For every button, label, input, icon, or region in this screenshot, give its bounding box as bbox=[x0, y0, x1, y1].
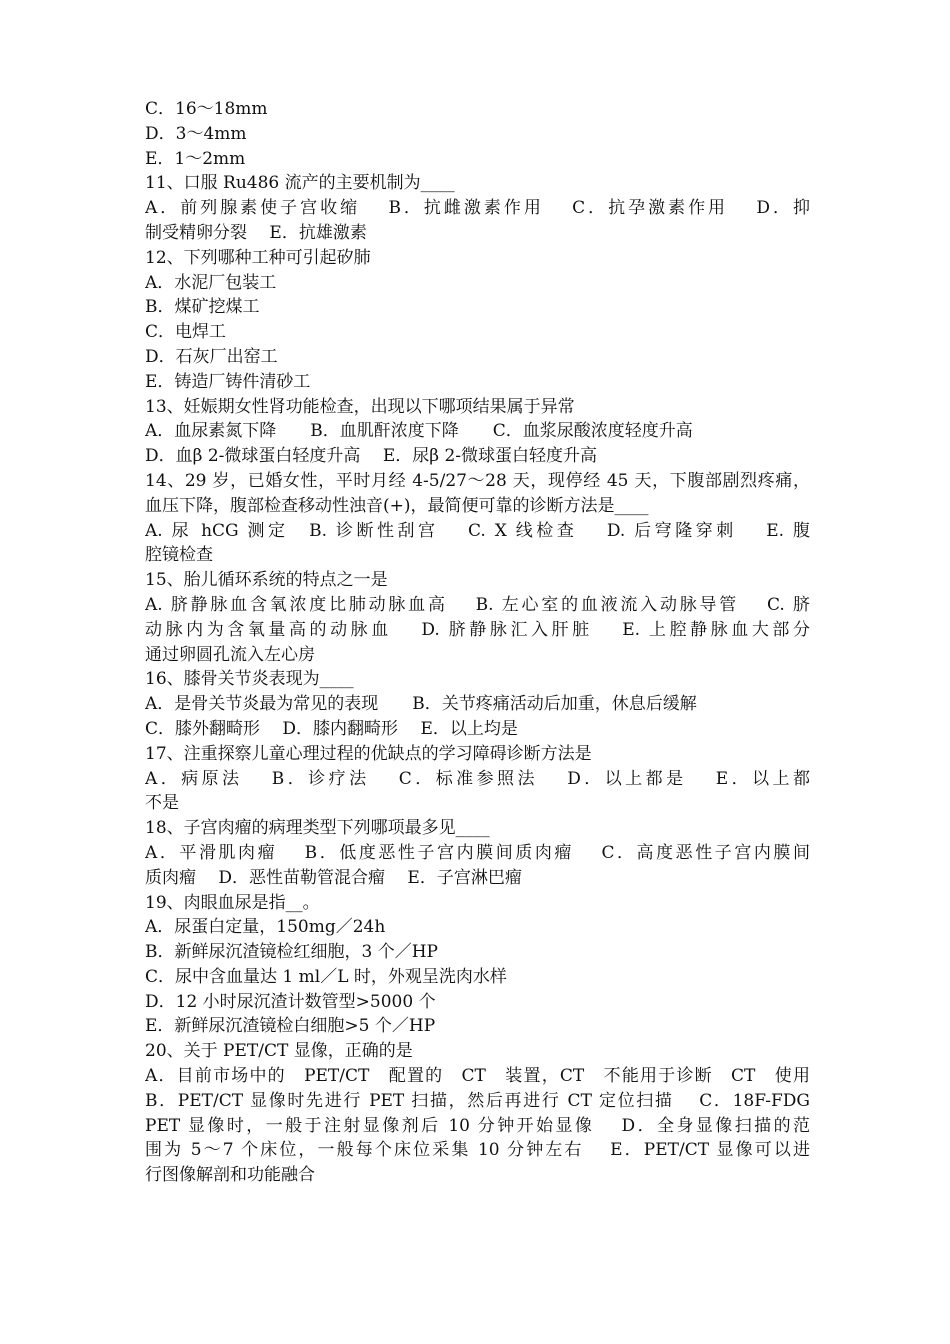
text-line: 制受精卵分裂 E．抗雄激素 bbox=[145, 222, 367, 243]
text-line: C．膝外翻畸形 D．膝内翻畸形 E．以上均是 bbox=[145, 718, 518, 739]
text-line: 血压下降，腹部检查移动性浊音(+)，最简便可靠的诊断方法是____ bbox=[145, 495, 649, 516]
text-line: B．PET/CT 显像时先进行 PET 扫描，然后再进行 CT 定位扫描 C．18F-FDG bbox=[145, 1090, 810, 1111]
text-line: A. 尿 hCG 测定 B. 诊断性刮宫 C. X 线检查 D. 后穹隆穿刺 E. 腹 bbox=[145, 520, 810, 541]
question-11: 11、口服 Ru486 流产的主要机制为____ bbox=[145, 173, 455, 194]
document-body bbox=[145, 97, 810, 1188]
text-line: D．血β 2-微球蛋白轻度升高 E．尿β 2-微球蛋白轻度升高 bbox=[145, 446, 598, 467]
text-line: A．血尿素氮下降 B．血肌酐浓度下降 C．血浆尿酸浓度轻度升高 bbox=[145, 421, 693, 442]
text-line: 质肉瘤 D．恶性苗勒管混合瘤 E．子宫淋巴瘤 bbox=[145, 867, 522, 888]
question-14: 14、29 岁，已婚女性，平时月经 4-5/27～28 天，现停经 45 天，下腹部剧烈疼痛， bbox=[145, 470, 810, 491]
text-line: E．新鲜尿沉渣镜检白细胞>5 个／HP bbox=[145, 1016, 436, 1037]
text-line: E．铸造厂铸件清砂工 bbox=[145, 371, 311, 392]
text-line: D．3～4mm bbox=[145, 123, 247, 144]
question-15: 15、胎儿循环系统的特点之一是 bbox=[145, 570, 388, 591]
text-line: B．煤矿挖煤工 bbox=[145, 297, 260, 318]
text-line: A．目前市场中的 PET/CT 配置的 CT 装置，CT 不能用于诊断 CT 使用 bbox=[145, 1066, 810, 1087]
text-line: E．1～2mm bbox=[145, 148, 246, 169]
text-line: 不是 bbox=[145, 793, 179, 814]
text-line: 围为 5～7 个床位，一般每个床位采集 10 分钟左右 E．PET/CT 显像可以进 bbox=[145, 1140, 810, 1161]
question-18: 18、子宫肉瘤的病理类型下列哪项最多见____ bbox=[145, 818, 490, 839]
text-line: A．病原法 B．诊疗法 C．标准参照法 D．以上都是 E．以上都 bbox=[145, 768, 810, 789]
question-16: 16、膝骨关节炎表现为____ bbox=[145, 669, 354, 690]
question-12: 12、下列哪种工种可引起矽肺 bbox=[145, 247, 371, 268]
text-line: A．前列腺素使子宫收缩 B．抗雌激素作用 C．抗孕激素作用 D．抑 bbox=[145, 198, 810, 219]
text-line: 动脉内为含氧量高的动脉血 D. 脐静脉汇入肝脏 E. 上腔静脉血大部分 bbox=[145, 619, 810, 640]
text-line: PET 显像时，一般于注射显像剂后 10 分钟开始显像 D．全身显像扫描的范 bbox=[145, 1115, 810, 1136]
text-line: D．12 小时尿沉渣计数管型>5000 个 bbox=[145, 991, 436, 1012]
text-line: A．水泥厂包装工 bbox=[145, 272, 277, 293]
text-line: C．电焊工 bbox=[145, 322, 227, 343]
question-13: 13、妊娠期女性肾功能检查，出现以下哪项结果属于异常 bbox=[145, 396, 575, 417]
text-line: B．新鲜尿沉渣镜检红细胞，3 个／HP bbox=[145, 942, 438, 963]
text-line: A. 脐静脉血含氧浓度比肺动脉血高 B. 左心室的血液流入动脉导管 C. 脐 bbox=[145, 594, 810, 615]
text-line: A．尿蛋白定量，150mg／24h bbox=[145, 917, 386, 938]
text-line: C．16～18mm bbox=[145, 99, 268, 119]
text-line: A．平滑肌肉瘤 B．低度恶性子宫内膜间质肉瘤 C．高度恶性子宫内膜间 bbox=[145, 842, 810, 863]
question-17: 17、注重探察儿童心理过程的优缺点的学习障碍诊断方法是 bbox=[145, 743, 592, 764]
question-20: 20、关于 PET/CT 显像，正确的是 bbox=[145, 1041, 413, 1062]
text-line: 通过卵圆孔流入左心房 bbox=[145, 644, 315, 665]
text-line: 腔镜检查 bbox=[145, 545, 213, 566]
text-line: 行图像解剖和功能融合 bbox=[145, 1165, 315, 1186]
question-19: 19、肉眼血尿是指__。 bbox=[145, 892, 320, 913]
text-line: A．是骨关节炎最为常见的表现 B．关节疼痛活动后加重，休息后缓解 bbox=[145, 694, 697, 715]
text-line: C．尿中含血量达 1 ml／L 时，外观呈洗肉水样 bbox=[145, 966, 507, 987]
text-line: D．石灰厂出窑工 bbox=[145, 346, 278, 367]
